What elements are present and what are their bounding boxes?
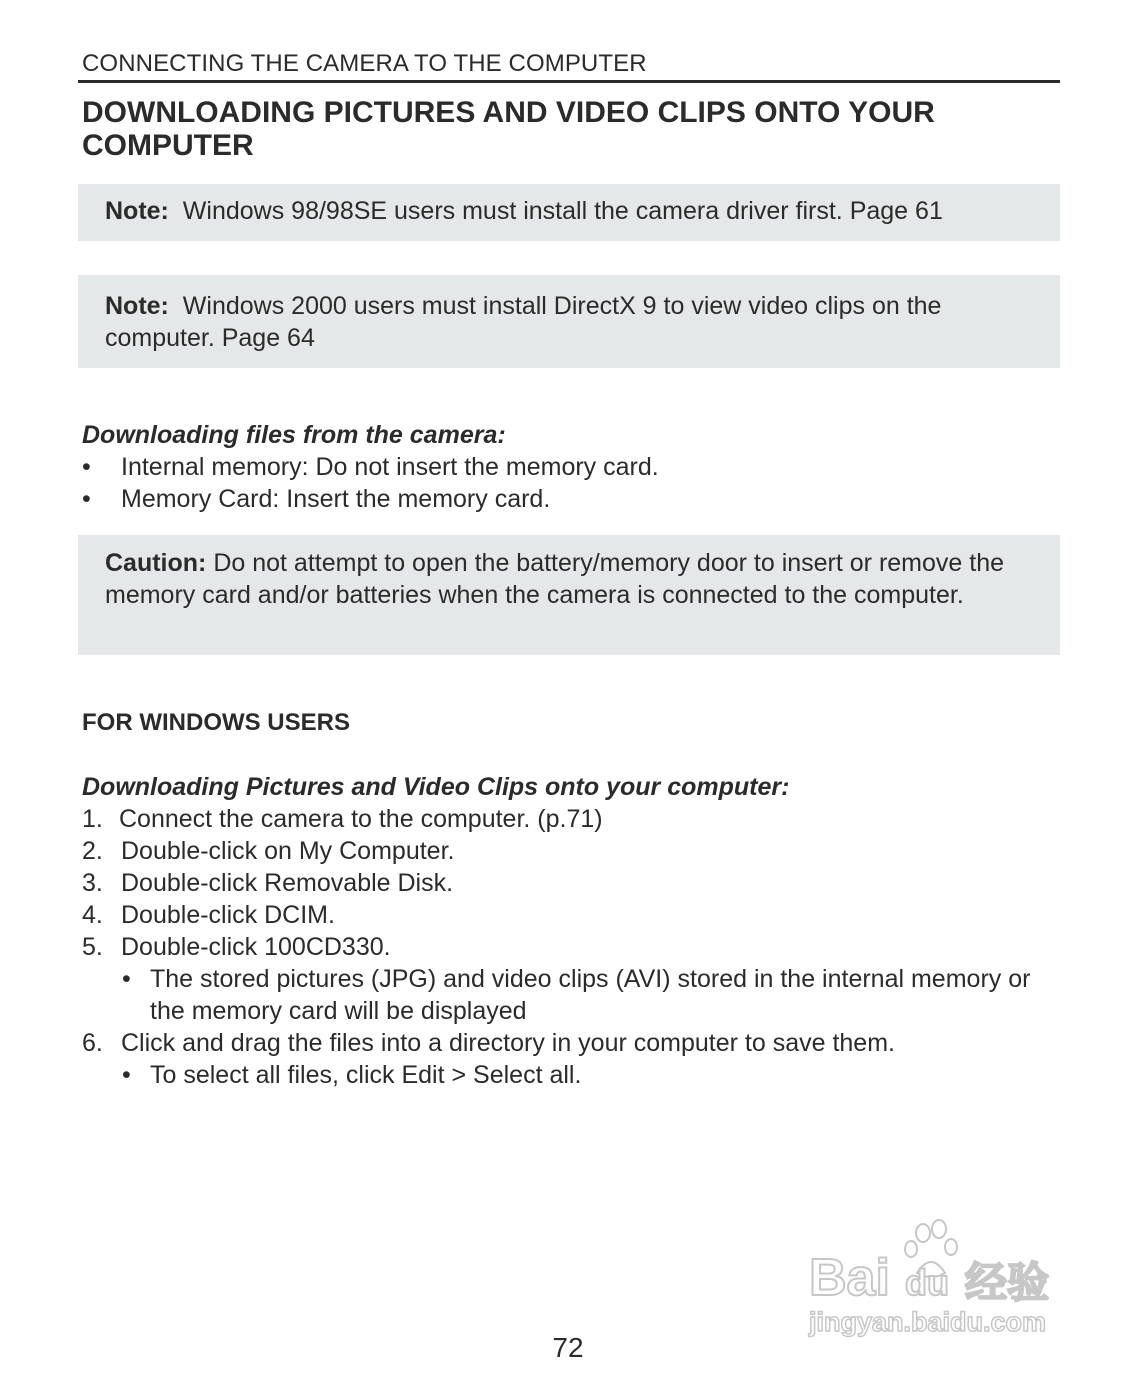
step-number: 4. [82,901,103,929]
note-label: Note: [105,197,169,225]
caution-label: Caution: [105,549,207,577]
note-box-directx [78,275,1060,368]
step-text: Double-click 100CD330. [121,933,391,961]
step-number: 1. [82,805,103,833]
step-text: Click and drag the files into a directory in your computer to save them. [121,1029,895,1057]
step-text: Double-click DCIM. [121,901,335,929]
running-header: CONNECTING THE CAMERA TO THE COMPUTER [78,50,1060,83]
bullet: • [122,965,131,993]
step-number: 6. [82,1029,103,1057]
steps-heading: Downloading Pictures and Video Clips onto your computer: [82,773,790,801]
page-title: DOWNLOADING PICTURES AND VIDEO CLIPS ONTO YOUR COMPUTER [82,96,935,162]
step-number: 3. [82,869,103,897]
step-text: Double-click Removable Disk. [121,869,454,897]
caution-box [78,535,1060,655]
note-box-driver [78,184,1060,241]
downloading-files-heading: Downloading files from the camera: [82,421,506,449]
step-number: 2. [82,837,103,865]
step-text: Double-click on My Computer. [121,837,455,865]
page-number: 72 [552,1332,584,1363]
windows-users-heading: FOR WINDOWS USERS [82,709,350,736]
caution-text: Do not attempt to open the battery/memory door to insert or remove the memory card and/or batteries when the camera is connected to the computer. [105,549,1005,609]
note-text: Windows 2000 users must install DirectX 9 to view video clips on the computer. Page 64 [105,292,942,352]
list-item-text: Memory Card: Insert the memory card. [121,485,551,513]
svg-text:经验: 经验 [965,1258,1050,1307]
step-number: 5. [82,933,103,961]
baidu-jingyan-watermark [805,1215,1070,1340]
svg-text:Bai: Bai [809,1249,890,1307]
note-text: Windows 98/98SE users must install the camera driver first. Page 61 [182,197,943,225]
svg-text:du: du [905,1262,949,1303]
note-label: Note: [105,292,169,320]
list-item-text: Internal memory: Do not insert the memory card. [121,453,659,481]
bullet: • [122,1061,131,1089]
svg-text:jingyan.baidu.com: jingyan.baidu.com [809,1307,1047,1337]
bullet: • [82,453,91,481]
step-text: Connect the camera to the computer. (p.71) [119,805,603,833]
sub-bullet-text: To select all files, click Edit > Select all. [150,1061,582,1089]
bullet: • [82,485,91,513]
sub-bullet-text: The stored pictures (JPG) and video clips (AVI) stored in the internal memory or the memory card will be displayed [150,965,1031,1025]
